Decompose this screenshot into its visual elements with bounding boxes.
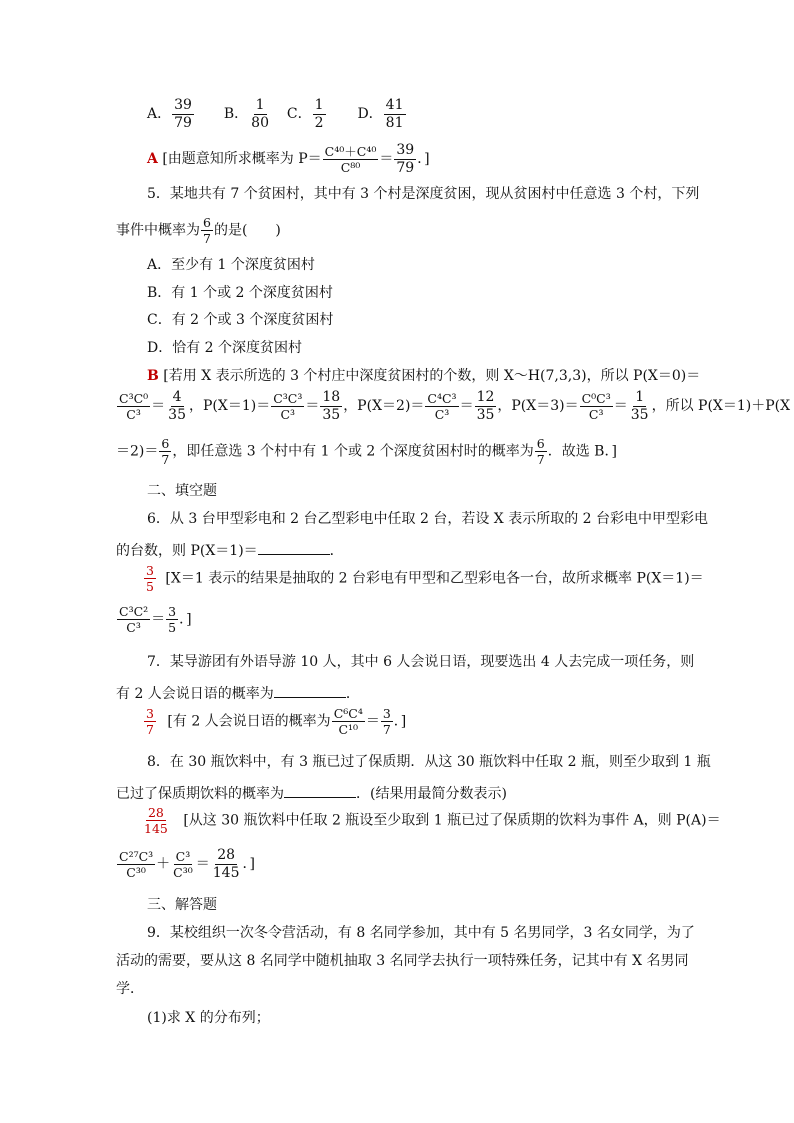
q4-choice-b: B． $\frac{1}{80}$ <box>223 97 269 131</box>
q5-solution-line3: ＝2)＝ $\frac{6}{7}$ ，即任意选 3 个村中有 1 个或 2 个深度贫困村时的概率为 $\frac{6}{7}$ ．故选 B．] <box>116 436 617 468</box>
answer-blank[interactable] <box>274 683 346 698</box>
q6-solution-line2: $\frac{\text{C³C²}}{\text{C³}}$ ＝ $\frac{3}{5}$ ．] <box>119 604 192 636</box>
q4-choices <box>147 98 407 130</box>
answer-fraction: $\frac{28}{145}$ <box>144 805 168 837</box>
q7-stem-line2: 有 2 人会说日语的概率为 ． <box>116 683 360 701</box>
q5-option-a: A．至少有 1 个深度贫困村 <box>147 257 315 273</box>
answer-key: A <box>147 151 158 168</box>
q7-solution: $\frac{3}{7}$ [有 2 人会说日语的概率为 $\frac{\text{C⁶C⁴}}{\text{C¹⁰}}$ ＝ $\frac{3}{7}$ ．] <box>146 706 407 738</box>
q5-stem-line2: 事件中概率为 $\frac{6}{7}$ 的是( ) <box>116 215 281 247</box>
q6-stem-line2: 的台数，则 P(X＝1)＝ ． <box>116 540 344 558</box>
q8-solution-line2: $\frac{\text{C²⁷C³}}{\text{C³⁰}}$ ＋ $\frac{\text{C³}}{\text{C³⁰}}$ ＝ $\frac{28}{145}$ ．] <box>119 847 255 881</box>
q6-stem-line1: 6．从 3 台甲型彩电和 2 台乙型彩电中任取 2 台，若设 X 表示所取的 2 台彩电中甲型彩电 <box>147 511 709 527</box>
q9-stem-line2: 活动的需要，要从这 8 名同学中随机抽取 3 名同学去执行一项特殊任务，记其中有 X 名男同 <box>116 953 689 969</box>
answer-key: B <box>147 368 159 384</box>
q4-choice-a: A． $\frac{39}{79}$ <box>147 97 192 131</box>
q9-stem-line1: 9．某校组织一次冬令营活动，有 8 名同学参加，其中有 5 名男同学，3 名女同学，为了 <box>147 925 695 941</box>
q5-solution-line2: $\frac{\text{C³C⁰}}{\text{C³}}$ ＝ $\frac{4}{35}$ ，P(X＝1)＝ $\frac{\text{C³C³}}{\text{C³}}$ ＝ $\frac{18}{35}$ ，P(X＝2)＝ $\frac{\text{C⁴C³}}{\text{C³}}$ ＝ $\frac{12}{35}$ ，P(X＝3)＝ $\frac{\text{C⁰C³}}{\text{C³}}$ ＝ $\frac{1}{35}$ ，所以 P(X＝1)＋P(X <box>119 389 791 423</box>
answer-blank[interactable] <box>258 540 330 555</box>
q4-choice-d: D． $\frac{41}{81}$ <box>357 97 404 131</box>
q8-stem-line1: 8．在 30 瓶饮料中，有 3 瓶已过了保质期．从这 30 瓶饮料中任取 2 瓶，则至少取到 1 瓶 <box>147 754 711 770</box>
q5-stem-line1: 5．某地共有 7 个贫困村，其中有 3 个村是深度贫困，现从贫困村中任意选 3 个村，下列 <box>147 186 700 202</box>
q4-choice-c: C． $\frac{1}{2}$ <box>286 97 324 131</box>
section-heading-fill-in: 二、填空题 <box>147 483 217 499</box>
q5-option-b: B．有 1 个或 2 个深度贫困村 <box>147 285 333 301</box>
q7-stem-line1: 7．某导游团有外语导游 10 人，其中 6 人会说日语，现要选出 4 人去完成一项任务，则 <box>147 654 695 670</box>
section-heading-solve: 三、解答题 <box>147 897 217 913</box>
q9-stem-line3: 学． <box>116 981 144 997</box>
answer-fraction: $\frac{3}{5}$ <box>146 563 154 595</box>
q4-solution: A [由题意知所求概率为 P＝ $\frac{\text{C⁴⁰＋C⁴⁰}}{\text{C⁸⁰}}$ ＝ $\frac{39}{79}$ ．] <box>147 142 430 176</box>
q5-option-d: D．恰有 2 个深度贫困村 <box>147 340 303 356</box>
q6-solution-line1: $\frac{3}{5}$ [X＝1 表示的结果是抽取的 2 台彩电有甲型和乙型彩电各一台，故所求概率 P(X＝1)＝ <box>146 563 704 595</box>
answer-blank[interactable] <box>284 783 356 798</box>
q9-subquestion-1: (1)求 X 的分布列； <box>147 1010 270 1026</box>
q8-stem-line2: 已过了保质期饮料的概率为 ．(结果用最简分数表示) <box>116 783 507 801</box>
q5-solution-line1: B [若用 X 表示所选的 3 个村庄中深度贫困村的个数，则 X～H(7,3,3)，所以 P(X＝0)＝ <box>147 368 701 384</box>
q5-option-c: C．有 2 个或 3 个深度贫困村 <box>147 312 334 328</box>
answer-fraction: $\frac{3}{7}$ <box>146 706 154 738</box>
q8-solution-line1: $\frac{28}{145}$ [从这 30 瓶饮料中任取 2 瓶设至少取到 1 瓶已过了保质期的饮料为事件 A，则 P(A)＝ <box>144 805 721 837</box>
